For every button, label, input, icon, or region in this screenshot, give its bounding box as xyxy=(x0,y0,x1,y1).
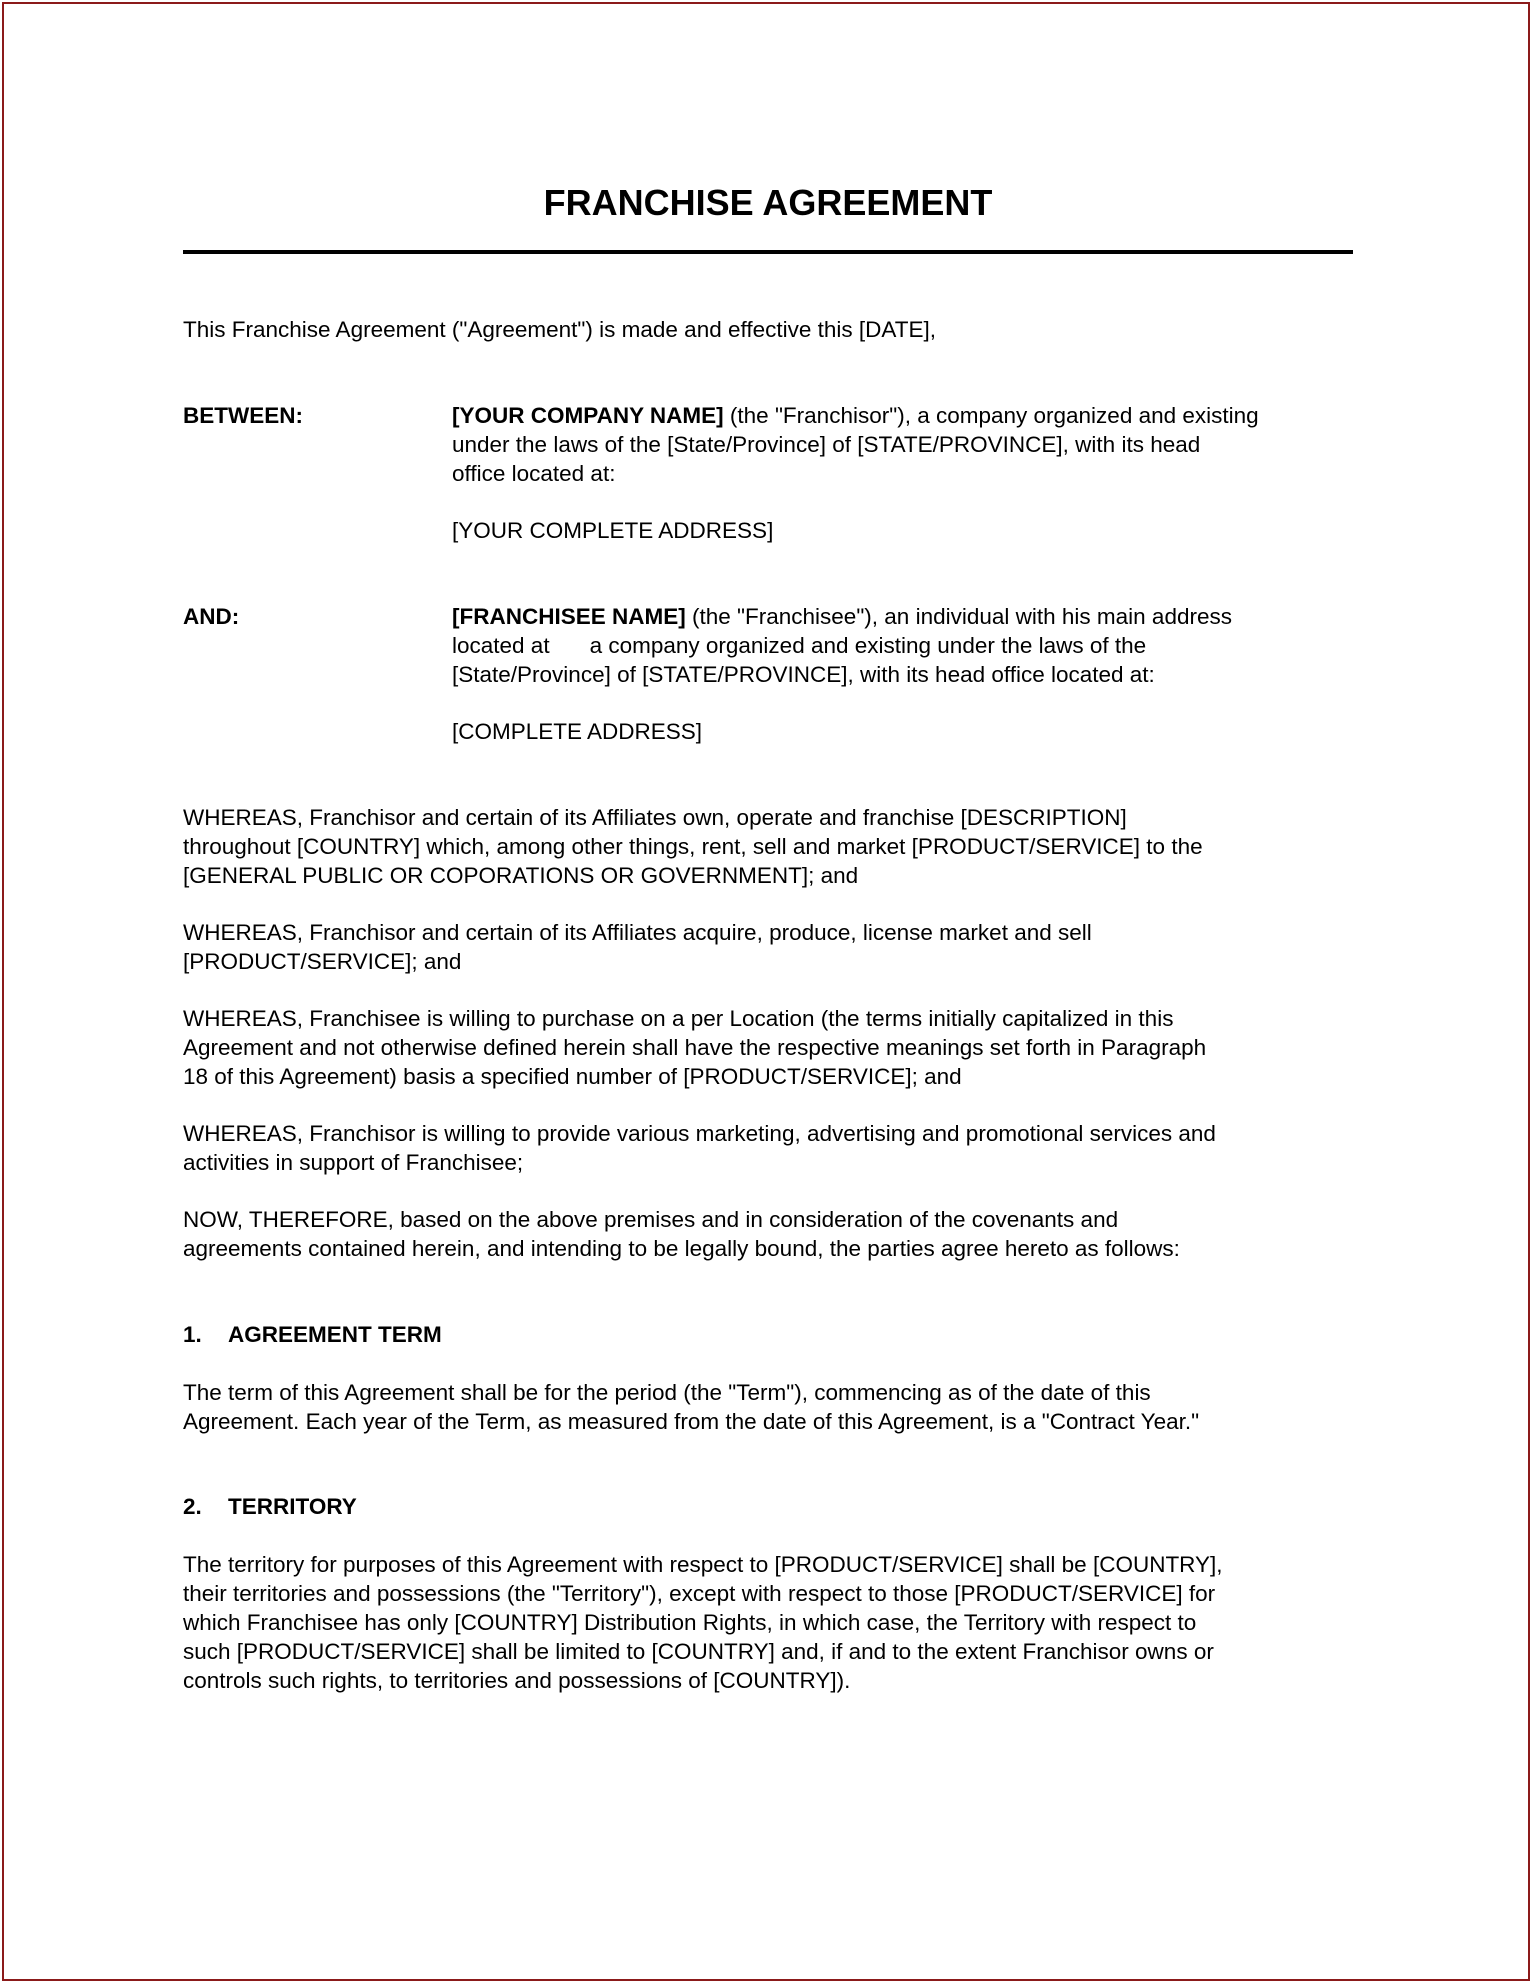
section-1-title: AGREEMENT TERM xyxy=(228,1322,442,1347)
franchisor-address: [YOUR COMPLETE ADDRESS] xyxy=(452,518,774,543)
now-therefore-line-1: NOW, THEREFORE, based on the above premises and in consideration of the covenants and xyxy=(183,1207,1119,1232)
section-2-line-4: such [PRODUCT/SERVICE] shall be limited to [COUNTRY] and, if and to the extent Franchisor owns or xyxy=(183,1639,1214,1664)
section-1-number: 1. xyxy=(183,1322,202,1347)
franchisor-paragraph xyxy=(452,401,1353,488)
whereas-1-line-1: WHEREAS, Franchisor and certain of its Affiliates own, operate and franchise [DESCRIPTION] xyxy=(183,805,1127,830)
franchisor-name: [YOUR COMPANY NAME] xyxy=(452,403,724,428)
franchisee-line1: (the "Franchisee"), an individual with his main address xyxy=(685,604,1232,629)
document-title: FRANCHISE AGREEMENT xyxy=(543,182,993,223)
whereas-clause-1 xyxy=(183,803,1353,890)
whereas-3-line-1: WHEREAS, Franchisee is willing to purchase on a per Location (the terms initially capitalized in this xyxy=(183,1006,1174,1031)
whereas-2-line-2: [PRODUCT/SERVICE]; and xyxy=(183,949,462,974)
section-1-line-2: Agreement. Each year of the Term, as measured from the date of this Agreement, is a "Contract Year." xyxy=(183,1409,1200,1434)
franchisee-paragraph xyxy=(452,602,1353,689)
section-2-heading xyxy=(183,1492,357,1521)
section-2-number: 2. xyxy=(183,1494,202,1519)
section-2-body xyxy=(183,1550,1353,1695)
whereas-clause-2 xyxy=(183,918,1353,976)
now-therefore-line-2: agreements contained herein, and intending to be legally bound, the parties agree hereto as follows: xyxy=(183,1236,1180,1261)
whereas-1-line-3: [GENERAL PUBLIC OR COPORATIONS OR GOVERNMENT]; and xyxy=(183,863,859,888)
section-2-title: TERRITORY xyxy=(228,1494,357,1519)
whereas-2-line-1: WHEREAS, Franchisor and certain of its Affiliates acquire, produce, license market and sell xyxy=(183,920,1092,945)
franchisee-name: [FRANCHISEE NAME] xyxy=(452,604,686,629)
section-2-line-5: controls such rights, to territories and possessions of [COUNTRY]). xyxy=(183,1668,851,1693)
whereas-4-line-2: activities in support of Franchisee; xyxy=(183,1150,524,1175)
now-therefore-clause xyxy=(183,1205,1353,1263)
section-2-line-3: which Franchisee has only [COUNTRY] Distribution Rights, in which case, the Territory with respect to xyxy=(183,1610,1197,1635)
franchisee-line2a: located at xyxy=(452,633,550,658)
franchisee-address: [COMPLETE ADDRESS] xyxy=(452,719,703,744)
whereas-3-line-3: 18 of this Agreement) basis a specified number of [PRODUCT/SERVICE]; and xyxy=(183,1064,962,1089)
franchisor-line3: office located at: xyxy=(452,461,616,486)
title-underline xyxy=(183,250,1353,254)
franchisor-line1: (the "Franchisor"), a company organized and existing xyxy=(723,403,1259,428)
whereas-4-line-1: WHEREAS, Franchisor is willing to provide various marketing, advertising and promotional services and xyxy=(183,1121,1216,1146)
franchisor-line2: under the laws of the [State/Province] of [STATE/PROVINCE], with its head xyxy=(452,432,1201,457)
whereas-3-line-2: Agreement and not otherwise defined herein shall have the respective meanings set forth in Paragraph xyxy=(183,1035,1207,1060)
section-2-line-1: The territory for purposes of this Agreement with respect to [PRODUCT/SERVICE] shall be [COUNTRY], xyxy=(183,1552,1223,1577)
intro-paragraph: This Franchise Agreement ("Agreement") is made and effective this [DATE], xyxy=(183,317,936,342)
whereas-clause-3 xyxy=(183,1004,1353,1091)
whereas-1-line-2: throughout [COUNTRY] which, among other things, rent, sell and market [PRODUCT/SERVICE] to the xyxy=(183,834,1203,859)
whereas-clause-4 xyxy=(183,1119,1353,1177)
franchisee-line2b: a company organized and existing under the laws of the xyxy=(589,633,1147,658)
between-label: BETWEEN: xyxy=(183,403,303,428)
section-1-body xyxy=(183,1378,1353,1436)
and-label: AND: xyxy=(183,604,240,629)
section-2-line-2: their territories and possessions (the "Territory"), except with respect to those [PRODUCT/SERVICE] for xyxy=(183,1581,1216,1606)
section-1-heading xyxy=(183,1320,442,1349)
franchisee-line3: [State/Province] of [STATE/PROVINCE], with its head office located at: xyxy=(452,662,1155,687)
section-1-line-1: The term of this Agreement shall be for the period (the "Term"), commencing as of the date of this xyxy=(183,1380,1151,1405)
